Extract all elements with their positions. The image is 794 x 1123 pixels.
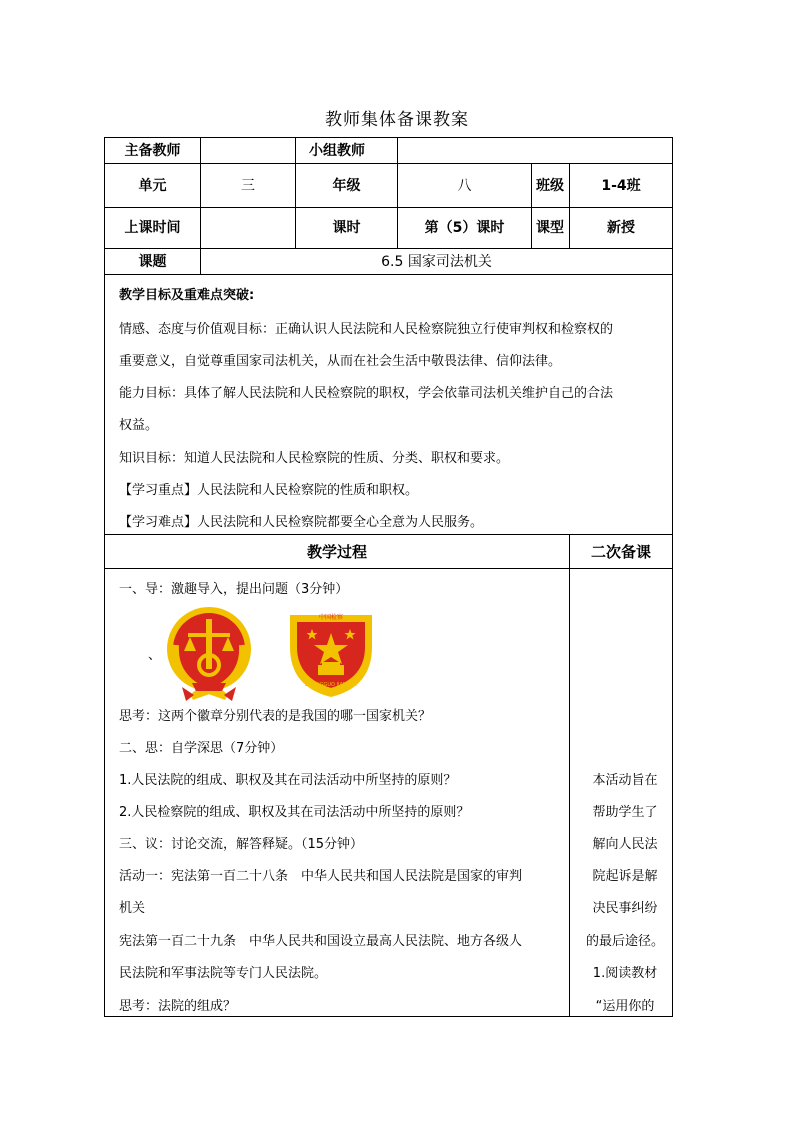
side-note-line: 1.阅读教材 (592, 966, 658, 981)
side-note-line: “运用你的 (595, 999, 655, 1014)
process-heading: 教学过程 (306, 542, 367, 561)
group-teacher-value (398, 138, 672, 163)
process-line: 三、议：讨论交流，解答释疑。（15分钟） (119, 837, 364, 852)
period-value: 第（5）课时 (424, 220, 505, 236)
period-label: 课时 (332, 220, 361, 236)
process-line: 1.人民法院的组成、职权及其在司法活动中所坚持的原则？ (119, 773, 457, 788)
objective-line: 情感、态度与价值观目标：正确认识人民法院和人民检察院独立行使审判权和检察权的 (119, 322, 614, 337)
procuratorate-emblem-icon (282, 607, 380, 699)
objective-line: 重要意义，自觉尊重国家司法机关，从而在社会生活中敬畏法律、信仰法律。 (119, 354, 562, 369)
page-title: 教师集体备课教案 (325, 110, 469, 130)
lesson-plan-table (104, 137, 673, 1017)
process-line: 一、导：激趣导入，提出问题（3分钟） (119, 582, 349, 597)
process-line: 2.人民检察院的组成、职权及其在司法活动中所坚持的原则？ (119, 805, 470, 820)
process-line: 民法院和军事法院等专门人民法院。 (119, 966, 328, 981)
key-point-line: 【学习重点】人民法院和人民检察院的性质和职权。 (119, 483, 419, 498)
main-teacher-label: 主备教师 (124, 142, 181, 159)
process-line: 二、思：自学深思（7分钟） (119, 741, 284, 756)
side-note-line: 决民事纠纷 (592, 901, 658, 916)
side-note-line: 院起诉是解 (592, 869, 658, 884)
process-line: 活动一：宪法第一百二十八条 中华人民共和国人民法院是国家的审判 (119, 869, 523, 884)
objectives-heading: 教学目标及重难点突破: (119, 288, 255, 303)
side-note-line: 帮助学生了 (592, 805, 658, 820)
lesson-type-value: 新授 (607, 220, 635, 236)
procuratorate-ring-text: ZHONGGUO JIANCHA (304, 682, 358, 688)
unit-value: 三 (241, 177, 255, 194)
unit-label: 单元 (138, 177, 167, 194)
class-time-label: 上课时间 (124, 220, 181, 236)
class-label: 班级 (536, 177, 564, 194)
lesson-type-label: 课型 (536, 220, 564, 236)
process-line: 、 (148, 648, 162, 663)
grade-value: 八 (457, 177, 472, 194)
group-teacher-label: 小组教师 (309, 142, 365, 159)
topic-label: 课题 (138, 253, 167, 270)
second-prep-heading: 二次备课 (590, 542, 651, 561)
difficulty-line: 【学习难点】人民法院和人民检察院都要全心全意为人民服务。 (119, 515, 484, 530)
class-value: 1-4班 (601, 177, 641, 194)
process-line: 宪法第一百二十九条 中华人民共和国设立最高人民法院、地方各级人 (119, 934, 523, 949)
topic-value: 6.5 国家司法机关 (381, 253, 492, 270)
objective-line: 权益。 (119, 418, 159, 433)
main-teacher-value (201, 138, 295, 163)
side-note-line: 本活动旨在 (592, 773, 658, 788)
court-emblem-icon (162, 605, 256, 701)
grade-label: 年级 (332, 177, 361, 194)
class-time-value (201, 208, 295, 248)
objective-line: 能力目标：具体了解人民法院和人民检察院的职权，学会依靠司法机关维护自己的合法 (119, 386, 614, 401)
objective-line: 知识目标：知道人民法院和人民检察院的性质、分类、职权和要求。 (119, 451, 510, 466)
side-note-line: 的最后途径。 (585, 934, 664, 949)
process-line: 思考：这两个徽章分别代表的是我国的哪一国家机关？ (119, 709, 432, 724)
side-note-line: 解向人民法 (592, 837, 658, 852)
process-line: 思考：法院的组成？ (119, 999, 237, 1014)
procuratorate-top-text: 中国检察 (318, 614, 344, 621)
process-line: 机关 (119, 901, 146, 916)
